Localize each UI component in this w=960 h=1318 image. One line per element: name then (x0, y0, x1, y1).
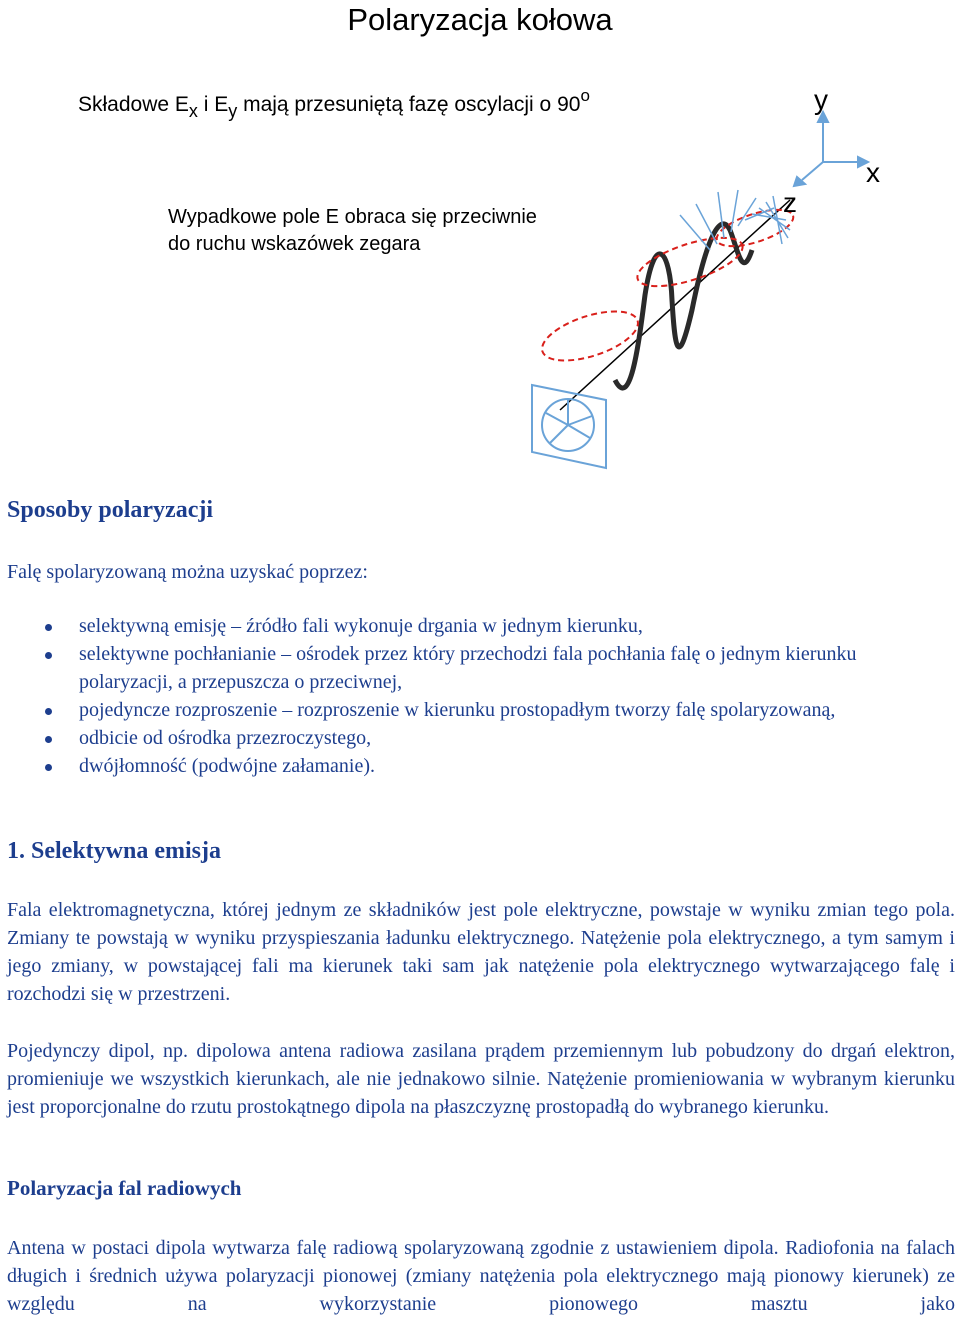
methods-heading: Sposoby polaryzacji (7, 497, 214, 523)
rotation-line-1: Wypadkowe pole E obraca się przeciwnie (168, 206, 537, 228)
radio-polarization-heading: Polaryzacja fal radiowych (7, 1176, 242, 1200)
projection-panel (532, 385, 606, 468)
circular-polarization-figure (520, 80, 940, 475)
axes-icon (794, 112, 868, 186)
ey-component-wave (615, 224, 752, 388)
rotation-caption (168, 204, 537, 258)
paragraph-radio: Antena w postaci dipola wytwarza falę radiową spolaryzowaną zgodnie z ustawieniem dipola. Radiofonia na falach długich i średnich używa polaryzacji pionowej (zmiany natężenia pola elektrycznego mają pionowy kierunek) ze względu na wykorzystanie pionowego masztu jako (7, 1237, 955, 1315)
methods-list (7, 612, 927, 780)
phase-part2: i E (197, 93, 229, 116)
paragraph-dipole: Pojedynczy dipol, np. dipolowa antena radiowa zasilana prądem przemiennym lub pobudzony do drgań elektron, promieniuje we wszystkich kierunkach, ale nie jednakowo silnie. Natężenie promieniowania w wybranym kierunku jest proporcjonalne do rzutu prostokątnego dipola na płaszczyznę prostopadłą do wybranego kierunku. (7, 1040, 955, 1118)
list-item: selektywną emisję – źródło fali wykonuje drgania w jednym kierunku, (7, 612, 927, 640)
axis-z-label: z (783, 187, 797, 218)
axis-x-label: x (866, 157, 880, 188)
ex-component-wave (536, 202, 797, 370)
list-item: dwójłomność (podwójne załamanie). (7, 752, 927, 780)
phase-degree-sup: o (580, 86, 590, 105)
intro-text: Falę spolaryzowaną można uzyskać poprzez: (7, 561, 368, 583)
rotation-line-2: do ruchu wskazówek zegara (168, 233, 421, 255)
phase-sub-y: y (228, 101, 238, 121)
phase-sub-x: x (188, 101, 198, 121)
list-item: selektywne pochłanianie – ośrodek przez który przechodzi fala pochłania falę o jednym kierunku polaryzacji, a przepuszcza o przeciwnej, (7, 640, 927, 696)
paragraph-em-wave: Fala elektromagnetyczna, której jednym ze składników jest pole elektryczne, powstaje w wyniku zmian tego pola. Zmiany te powstają w wyniku przyspieszania ładunku elektrycznego. Natężenie pola elektrycznego, a tym samym i jego zmiany, w powstającej fali ma kierunek taki sam jak natężenie pola elektrycznego wytwarzającego falę i rozchodzi się w przestrzeni. (7, 899, 955, 1005)
phase-part1: Składowe E (78, 93, 189, 116)
list-item: pojedyncze rozproszenie – rozproszenie w kierunku prostopadłym tworzy falę spolaryzowaną, (7, 696, 927, 724)
propagation-axis (560, 200, 790, 410)
phase-shift-caption (78, 86, 590, 122)
slide-title: Polaryzacja kołowa (347, 2, 613, 37)
axis-y-label: y (814, 84, 828, 115)
selective-emission-heading: 1. Selektywna emisja (7, 838, 221, 864)
phase-part3: mają przesuniętą fazę oscylacji o 90 (237, 93, 581, 116)
list-item: odbicie od ośrodka przezroczystego, (7, 724, 927, 752)
